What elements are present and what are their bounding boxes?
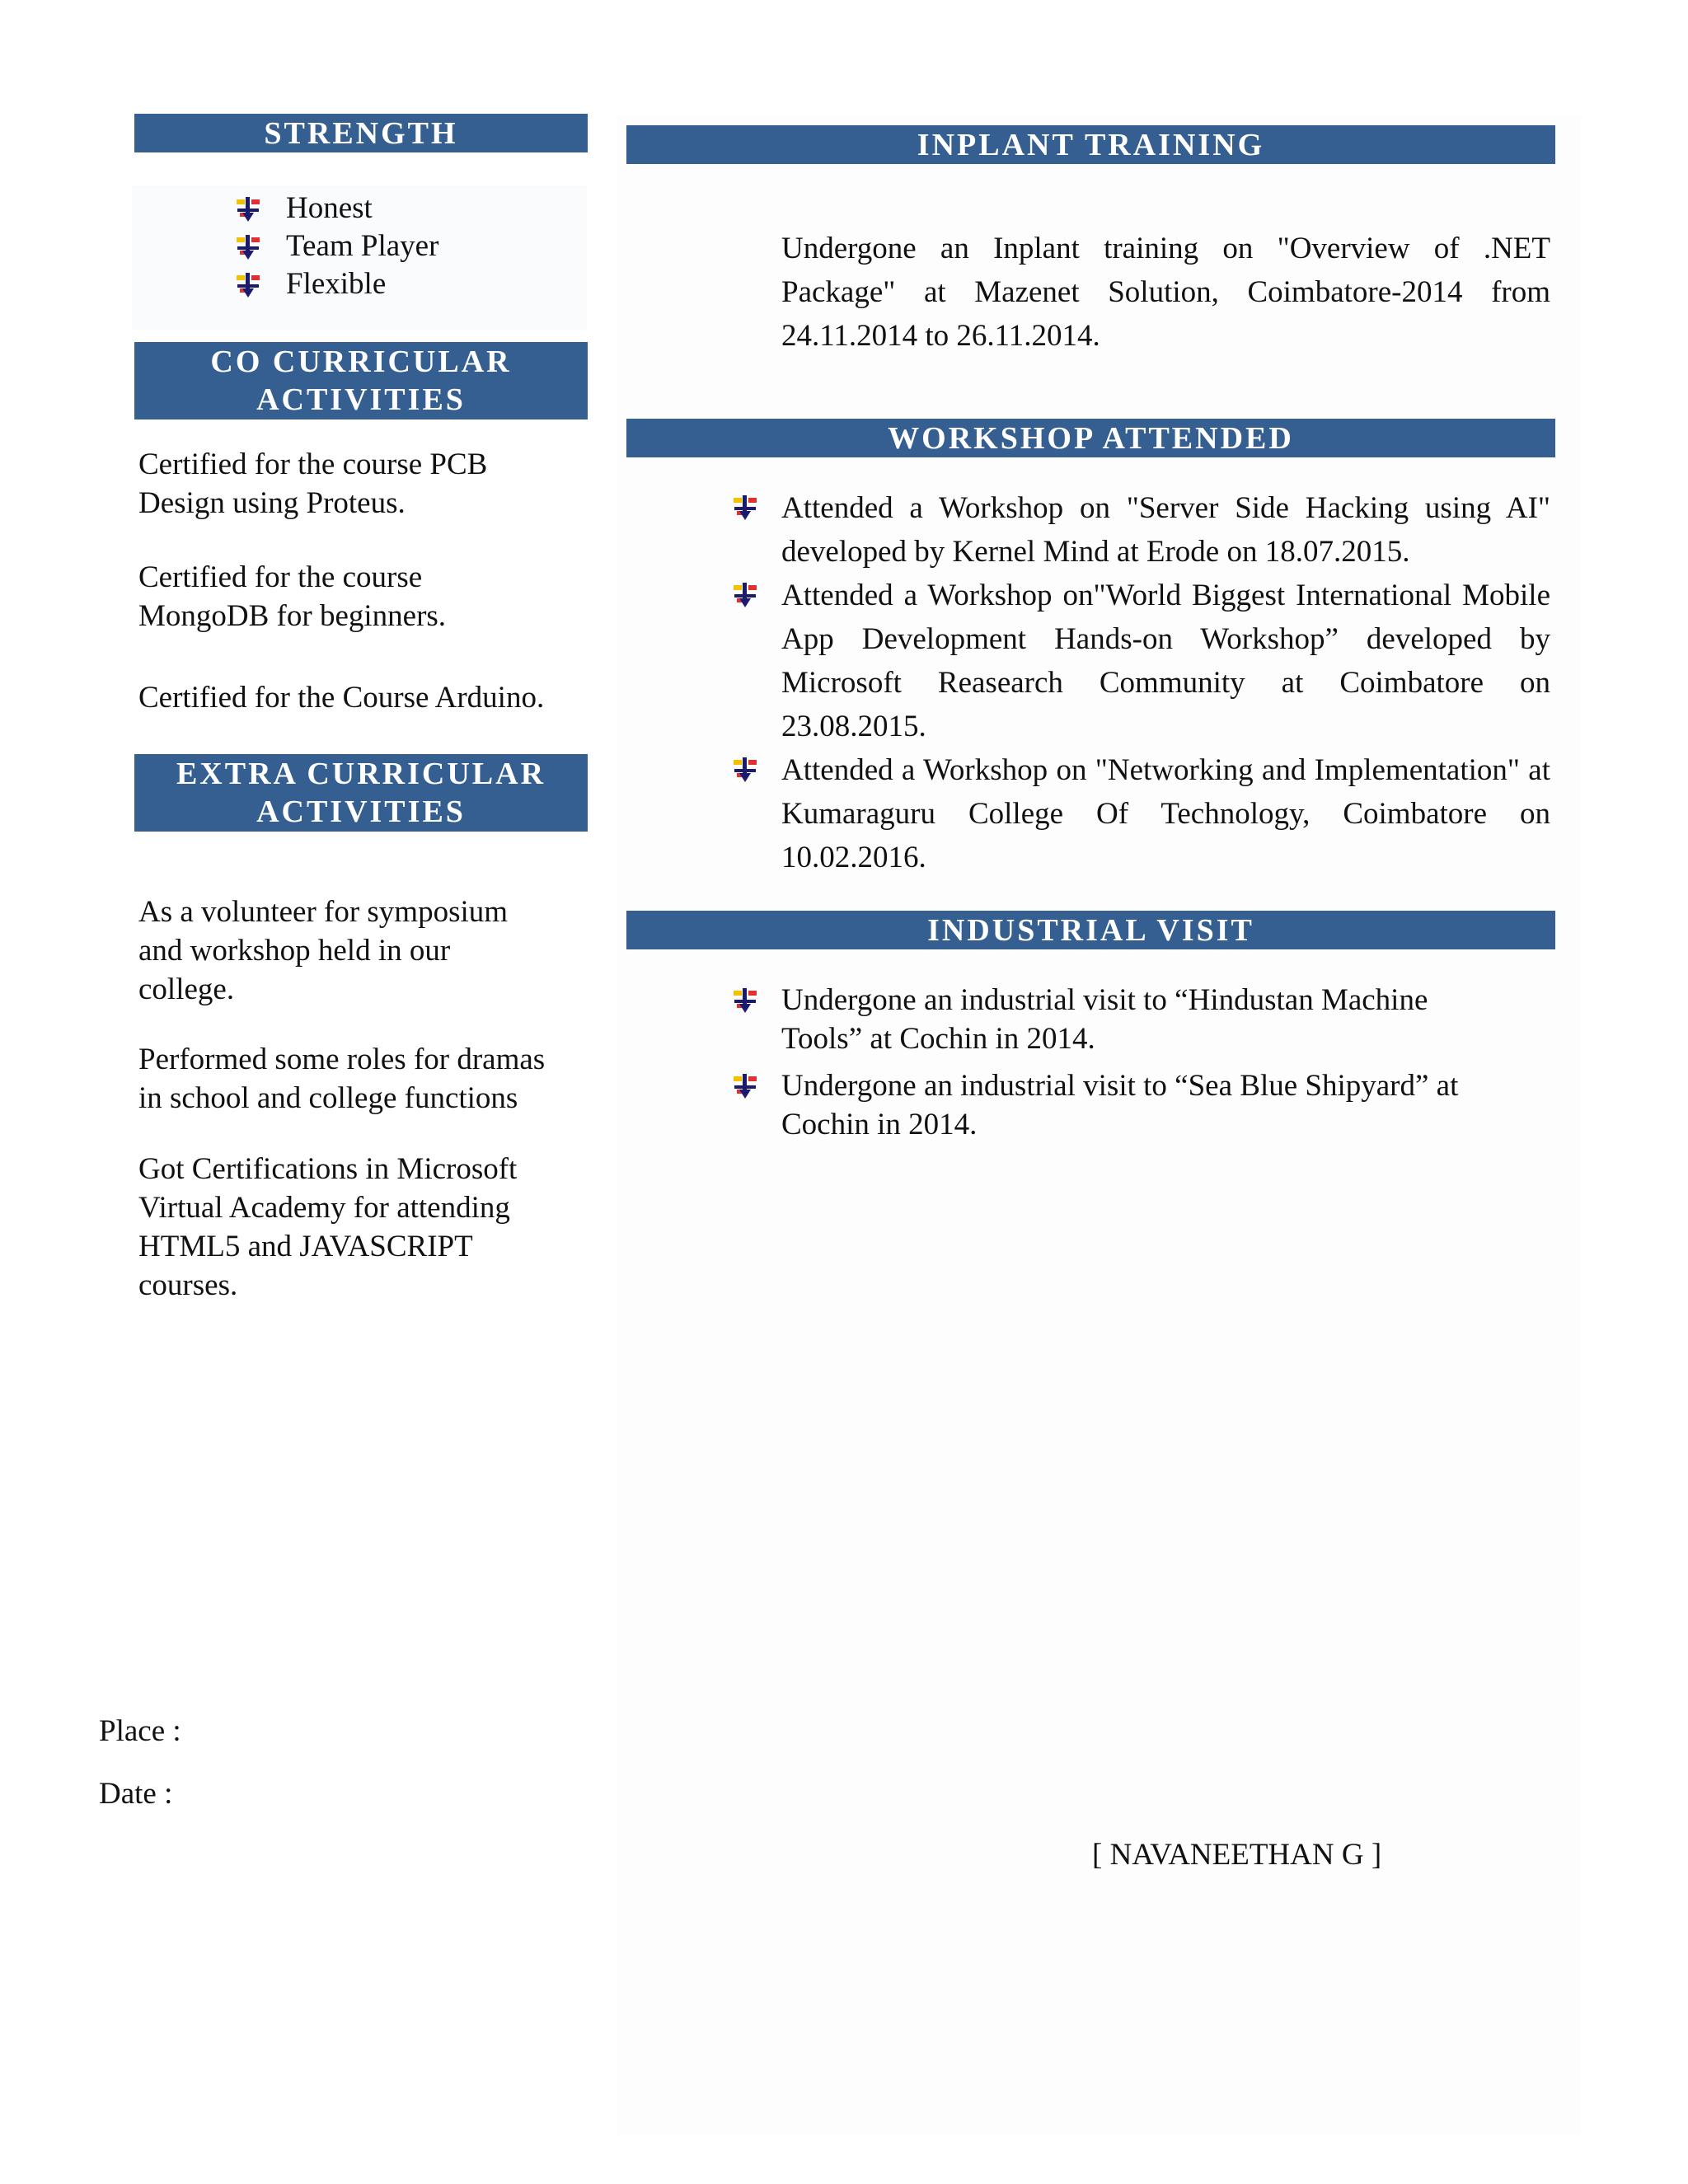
date-label: Date : (99, 1777, 173, 1811)
co-curricular-heading: CO CURRICULAR ACTIVITIES (134, 342, 588, 419)
inplant-training-heading: INPLANT TRAINING (626, 125, 1555, 164)
arrow-down-bullet-icon (732, 757, 758, 783)
arrow-down-bullet-icon (235, 196, 261, 223)
list-item: Undergone an industrial visit to “Sea Blue Shipyard” at Cochin in 2014. (732, 1066, 1550, 1144)
workshop-list (732, 486, 1550, 879)
co-curricular-item: Certified for the Course Arduino. (138, 681, 545, 715)
extra-curricular-heading: EXTRA CURRICULAR ACTIVITIES (134, 754, 588, 832)
list-item: Attended a Workshop on "Networking and Implementation" at Kumaraguru College Of Technology, Coimbatore on 10.02.2016. (732, 748, 1550, 879)
workshop-heading: WORKSHOP ATTENDED (626, 419, 1555, 457)
arrow-down-bullet-icon (235, 234, 261, 260)
place-label: Place : (99, 1714, 181, 1748)
arrow-down-bullet-icon (235, 272, 261, 298)
list-item: Flexible (235, 265, 438, 303)
strength-heading: STRENGTH (134, 114, 588, 152)
list-item: Honest (235, 190, 438, 227)
arrow-down-bullet-icon (732, 987, 758, 1014)
extra-curricular-item: As a volunteer for symposium and workshop held in our college. (138, 895, 509, 1006)
co-curricular-item: Certified for the course PCB Design using Proteus. (138, 448, 488, 520)
industrial-visit-list (732, 981, 1550, 1152)
extra-curricular-item: Got Certifications in Microsoft Virtual Academy for attending HTML5 and JAVASCRIPT courses. (138, 1152, 518, 1302)
co-curricular-item: Certified for the course MongoDB for beginners. (138, 560, 447, 633)
signature-name: [ NAVANEETHAN G ] (1092, 1838, 1382, 1872)
arrow-down-bullet-icon (732, 582, 758, 608)
industrial-visit-heading: INDUSTRIAL VISIT (626, 911, 1555, 949)
inplant-training-text: Undergone an Inplant training on "Overview of .NET Package" at Mazenet Solution, Coimbatore-2014 from 24.11.2014 to 26.11.2014. (781, 232, 1550, 353)
list-item: Undergone an industrial visit to “Hindustan Machine Tools” at Cochin in 2014. (732, 981, 1550, 1058)
list-item: Team Player (235, 227, 438, 265)
list-item: Attended a Workshop on"World Biggest International Mobile App Development Hands-on Workshop” developed by Microsoft Reasearch Community at Coimbatore on 23.08.2015. (732, 574, 1550, 748)
list-item: Attended a Workshop on "Server Side Hacking using AI" developed by Kernel Mind at Erode on 18.07.2015. (732, 486, 1550, 574)
arrow-down-bullet-icon (732, 1073, 758, 1099)
extra-curricular-item: Performed some roles for dramas in school and college functions (138, 1043, 546, 1115)
strength-list (235, 190, 438, 303)
arrow-down-bullet-icon (732, 494, 758, 521)
